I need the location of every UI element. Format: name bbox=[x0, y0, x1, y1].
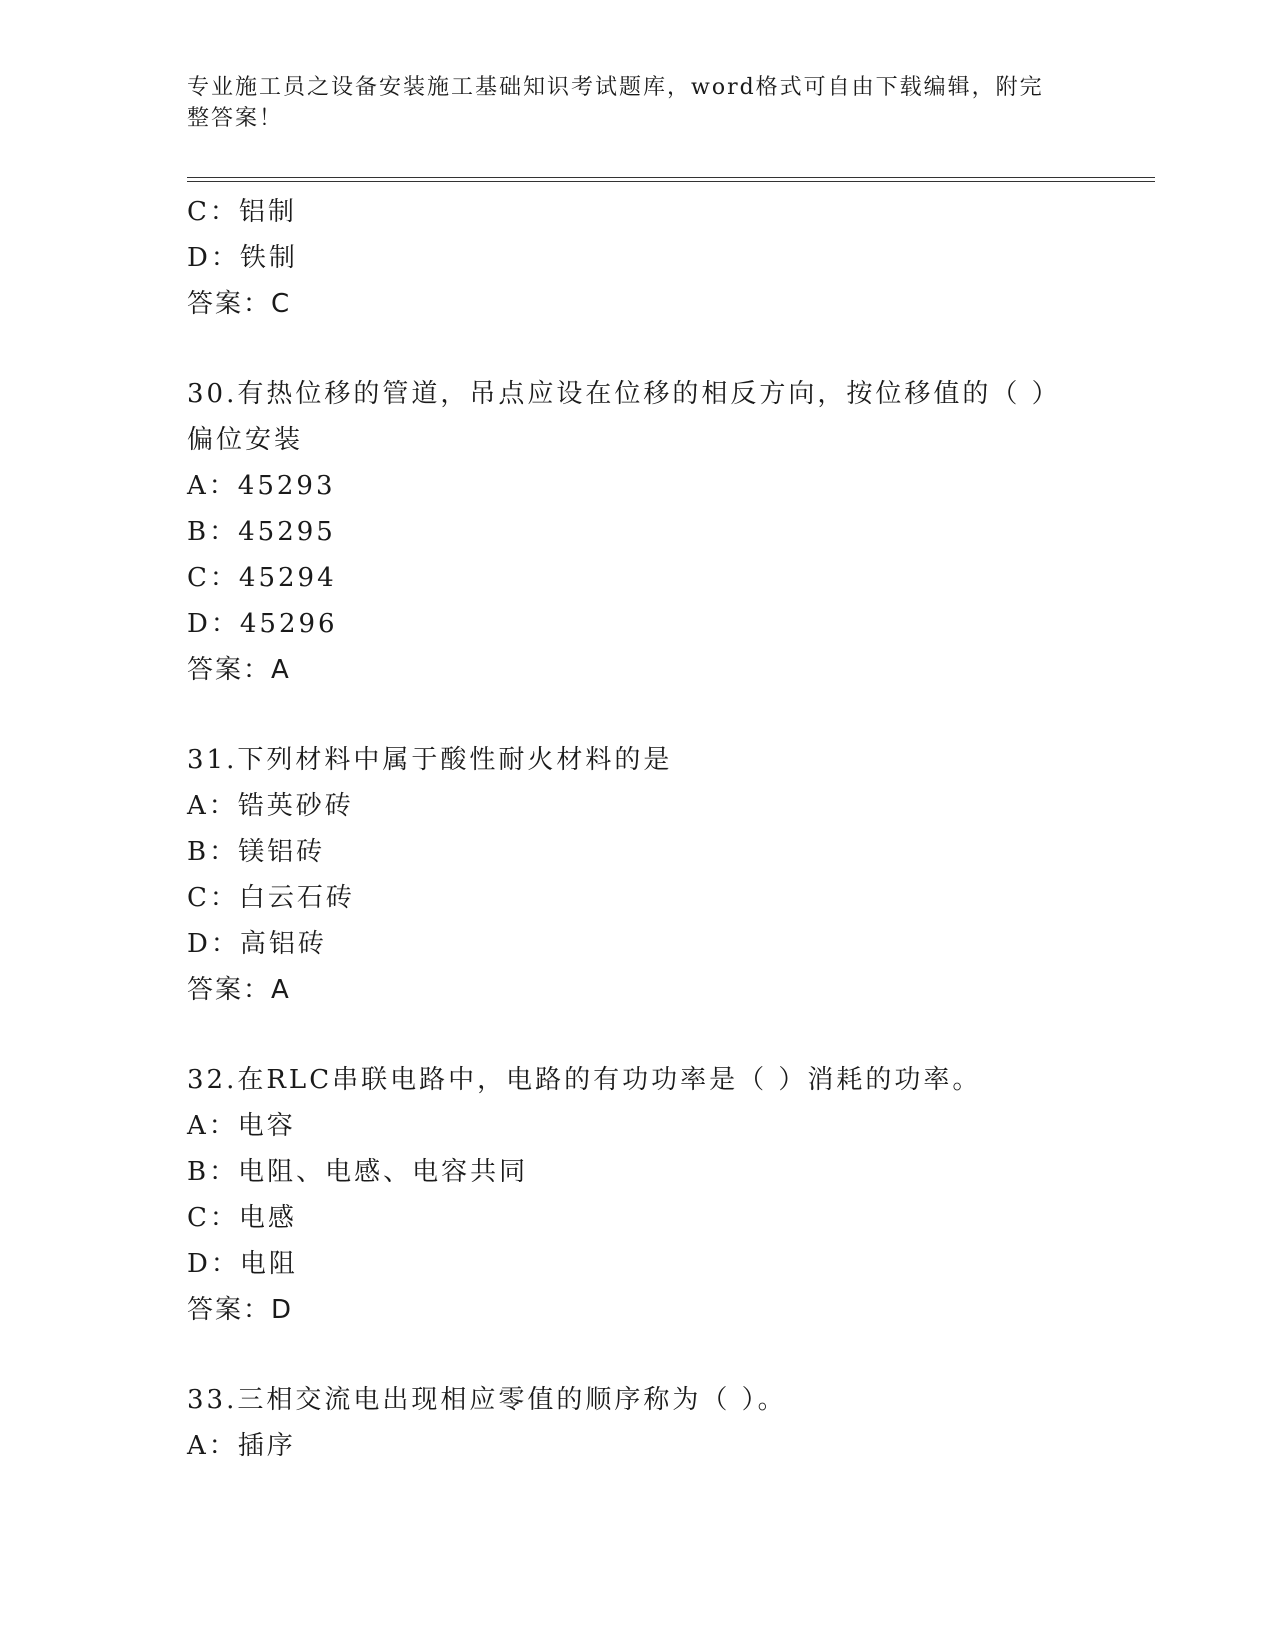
option-d: D：高铝砖 bbox=[187, 929, 327, 959]
question-30 bbox=[187, 371, 1155, 693]
option-b: B：45295 bbox=[187, 517, 336, 547]
document-header: 专业施工员之设备安装施工基础知识考试题库，word格式可自由下载编辑，附完整答案！ bbox=[187, 75, 1044, 131]
option-b: B：电阻、电感、电容共同 bbox=[187, 1157, 529, 1187]
answer: 答案：D bbox=[187, 1295, 294, 1325]
option-c: C：白云石砖 bbox=[187, 883, 355, 913]
header-rule-top bbox=[187, 177, 1155, 178]
option-a: A：电容 bbox=[187, 1111, 296, 1141]
answer: 答案：A bbox=[187, 655, 291, 685]
question-stem: 31.下列材料中属于酸性耐火材料的是 bbox=[187, 745, 673, 775]
option-d: D：电阻 bbox=[187, 1249, 298, 1279]
option-c: C：铝制 bbox=[187, 197, 297, 227]
question-32 bbox=[187, 1057, 1155, 1333]
question-stem: 32.在RLC串联电路中，电路的有功功率是（ ）消耗的功率。 bbox=[187, 1065, 982, 1095]
question-list bbox=[187, 189, 1155, 1469]
header-rule-bottom bbox=[187, 181, 1155, 182]
option-a: A：45293 bbox=[187, 471, 336, 501]
question-33 bbox=[187, 1377, 1155, 1469]
option-a: A：插序 bbox=[187, 1431, 296, 1461]
answer: 答案：A bbox=[187, 975, 291, 1005]
option-d: D：45296 bbox=[187, 609, 338, 639]
question-31 bbox=[187, 737, 1155, 1013]
option-c: C：电感 bbox=[187, 1203, 297, 1233]
question-29 bbox=[187, 189, 1155, 327]
question-stem: 30.有热位移的管道，吊点应设在位移的相反方向，按位移值的（ ） bbox=[187, 379, 1061, 409]
question-stem: 33.三相交流电出现相应零值的顺序称为（ ）。 bbox=[187, 1385, 787, 1415]
option-a: A：锆英砂砖 bbox=[187, 791, 354, 821]
option-c: C：45294 bbox=[187, 563, 337, 593]
option-b: B：镁铝砖 bbox=[187, 837, 326, 867]
question-stem-continued: 偏位安装 bbox=[187, 425, 304, 455]
answer: 答案：C bbox=[187, 289, 292, 319]
option-d: D：铁制 bbox=[187, 243, 298, 273]
